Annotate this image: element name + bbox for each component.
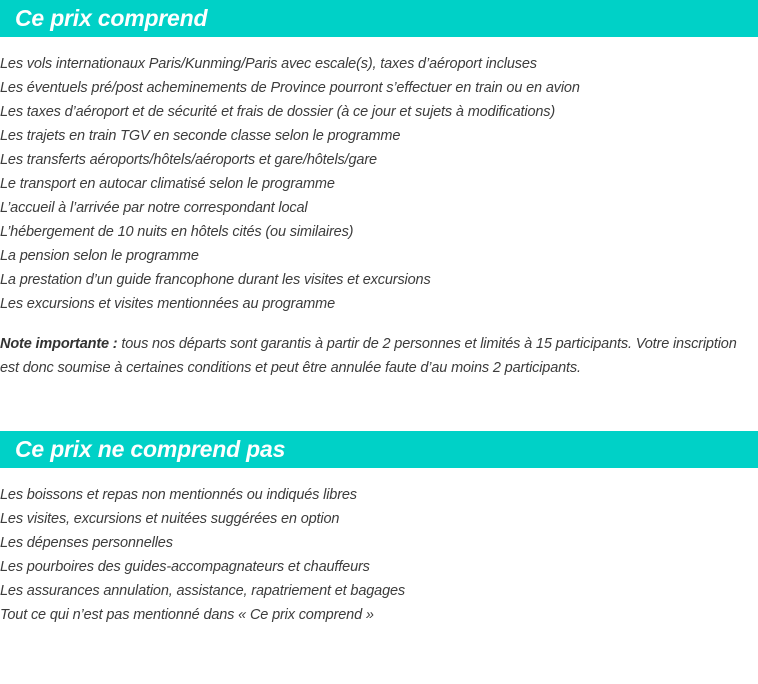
excluded-items-list: [0, 483, 758, 627]
list-item: Les pourboires des guides-accompagnateurs et chauffeurs: [0, 559, 370, 575]
list-item: Les excursions et visites mentionnées au programme: [0, 296, 336, 312]
list-item: Le transport en autocar climatisé selon le programme: [0, 176, 335, 192]
included-items-list: [0, 52, 758, 316]
list-item: Les éventuels pré/post acheminements de Province pourront s’effectuer en train ou en avion: [0, 80, 580, 96]
included-section-title: Ce prix comprend: [15, 5, 208, 31]
list-item: Les vols internationaux Paris/Kunming/Paris avec escale(s), taxes d’aéroport incluses: [0, 56, 537, 72]
important-note-text: tous nos départs sont garantis à partir de 2 personnes et limités à 15 participants. Votre inscription est donc soumise à certaines conditions et peut être annulée faute d’au moins 2 participants.: [0, 336, 737, 376]
list-item: Tout ce qui n’est pas mentionné dans « Ce prix comprend »: [0, 607, 374, 623]
excluded-section-header: [0, 431, 758, 468]
excluded-section-title: Ce prix ne comprend pas: [15, 436, 286, 462]
list-item: Les boissons et repas non mentionnés ou indiqués libres: [0, 487, 357, 503]
list-item: Les visites, excursions et nuitées suggérées en option: [0, 511, 340, 527]
list-item: L’hébergement de 10 nuits en hôtels cités (ou similaires): [0, 224, 354, 240]
list-item: Les trajets en train TGV en seconde classe selon le programme: [0, 128, 401, 144]
list-item: Les transferts aéroports/hôtels/aéroports et gare/hôtels/gare: [0, 152, 377, 168]
list-item: Les assurances annulation, assistance, rapatriement et bagages: [0, 583, 406, 599]
included-section-header: [0, 0, 758, 37]
list-item: L’accueil à l’arrivée par notre correspondant local: [0, 200, 308, 216]
important-note-label: Note importante :: [0, 336, 118, 352]
important-note: [0, 332, 750, 380]
list-item: La pension selon le programme: [0, 248, 199, 264]
list-item: Les taxes d’aéroport et de sécurité et frais de dossier (à ce jour et sujets à modifications): [0, 104, 556, 120]
list-item: Les dépenses personnelles: [0, 535, 173, 551]
list-item: La prestation d’un guide francophone durant les visites et excursions: [0, 272, 431, 288]
